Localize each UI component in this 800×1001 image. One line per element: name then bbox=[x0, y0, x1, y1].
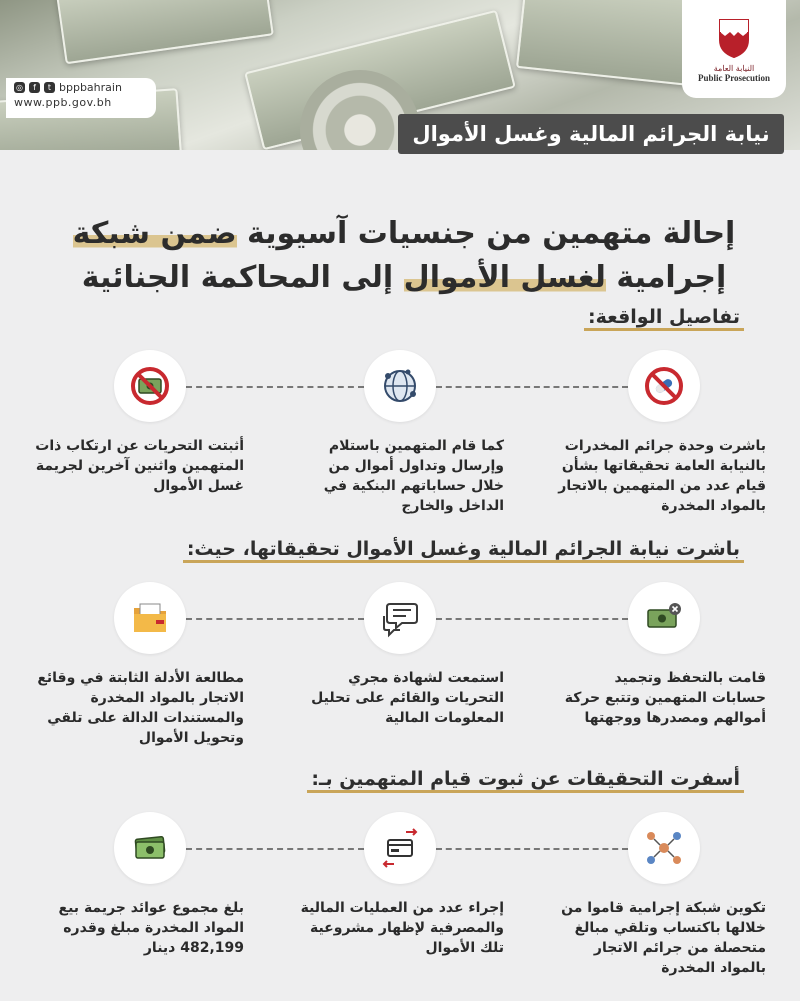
finding-text-3: بلغ مجموع عوائد جريمة بيع المواد المخدرة مبلغ وقدره 482,199 دينار bbox=[58, 900, 244, 956]
department-title: نيابة الجرائم المالية وغسل الأموال bbox=[398, 114, 784, 154]
chat-bubbles-icon bbox=[364, 582, 436, 654]
connector-line bbox=[436, 848, 628, 850]
social-handle[interactable]: bppbahrain bbox=[59, 81, 122, 94]
network-people-icon bbox=[628, 812, 700, 884]
emblem-icon bbox=[717, 18, 751, 58]
public-prosecution-logo bbox=[682, 0, 786, 98]
instagram-icon[interactable]: ◎ bbox=[14, 82, 25, 93]
globe-network-icon bbox=[364, 350, 436, 422]
investigation-text-3: مطالعة الأدلة الثابتة في وقائع الاتجار بالمواد المخدرة والمستندات الدالة على تلقي وتحويل الأموال bbox=[37, 670, 244, 746]
page-title bbox=[54, 212, 754, 300]
cash-icon bbox=[114, 812, 186, 884]
finding-text-2: إجراء عدد من العمليات المالية والمصرفية لإظهار مشروعية تلك الأموال bbox=[300, 900, 504, 956]
investigation-text-1: قامت بالتحفظ وتجميد حسابات المتهمين وتتبع حركة أموالهم ومصدرها ووجهتها bbox=[564, 670, 766, 726]
section-heading-investigation: باشرت نيابة الجرائم المالية وغسل الأموال تحقيقاتها، حيث: bbox=[183, 538, 744, 563]
logo-english-text: Public Prosecution bbox=[697, 73, 771, 83]
detail-text-2: كما قام المتهمين باستلام وإرسال وتداول أموال من خلال حساباتهم البنكية في الداخل والخارج bbox=[323, 438, 504, 514]
logo-arabic-text: النيابة العامة bbox=[713, 64, 755, 73]
finding-text-1: تكوين شبكة إجرامية قاموا من خلالها باكتساب وتلقي مبالغ متحصلة من جرائم الاتجار بالمواد المخدرة bbox=[561, 900, 766, 976]
title-line-1: إحالة متهمين من جنسيات آسيوية ضمن شبكة bbox=[72, 216, 736, 251]
website-link[interactable]: www.ppb.gov.bh bbox=[14, 96, 112, 109]
connector-line bbox=[436, 618, 628, 620]
title-line-2: إجرامية لغسل الأموال إلى المحاكمة الجنائية bbox=[81, 260, 727, 295]
no-drugs-icon bbox=[628, 350, 700, 422]
connector-line bbox=[186, 386, 364, 388]
facebook-icon[interactable]: f bbox=[29, 82, 40, 93]
frozen-money-icon bbox=[628, 582, 700, 654]
section-heading-incident-details: تفاصيل الواقعة: bbox=[584, 306, 744, 331]
connector-line bbox=[186, 618, 364, 620]
section-heading-findings: أسفرت التحقيقات عن ثبوت قيام المتهمين بـ: bbox=[307, 768, 744, 793]
detail-text-1: باشرت وحدة جرائم المخدرات بالنيابة العامة تحقيقاتها بشأن قيام عدد من المتهمين بالاتجار بالمواد المخدرة bbox=[558, 438, 766, 514]
banknote-image bbox=[56, 0, 274, 64]
connector-line bbox=[186, 848, 364, 850]
contact-box bbox=[6, 78, 156, 118]
folder-icon bbox=[114, 582, 186, 654]
connector-line bbox=[436, 386, 628, 388]
twitter-icon[interactable]: t bbox=[44, 82, 55, 93]
card-transfer-icon bbox=[364, 812, 436, 884]
no-money-icon bbox=[114, 350, 186, 422]
investigation-text-2: استمعت لشهادة مجري التحريات والقائم على تحليل المعلومات المالية bbox=[311, 670, 504, 726]
detail-text-3: أثبتت التحريات عن ارتكاب ذات المتهمين واثنين آخرين لجريمة غسل الأموال bbox=[35, 438, 244, 494]
